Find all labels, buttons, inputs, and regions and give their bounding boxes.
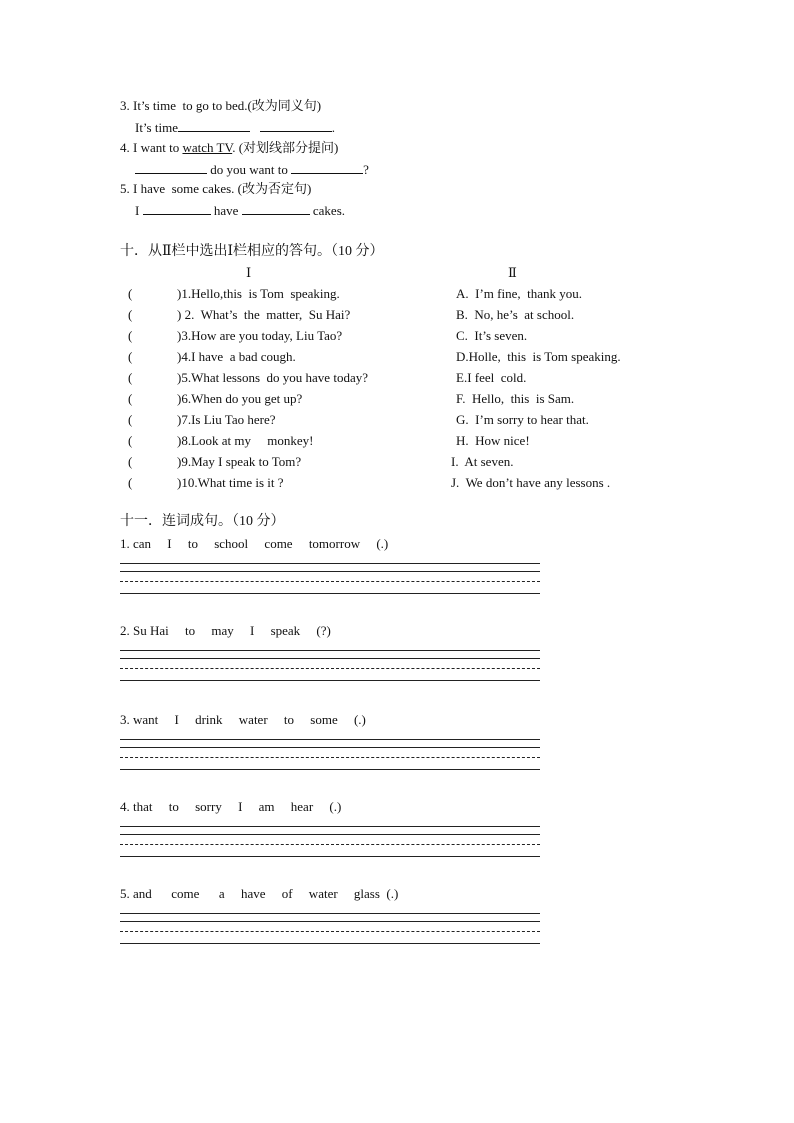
match-question: )3.How are you today, Liu Tao? bbox=[177, 328, 343, 343]
sentence-item-4: 4. that to sorry I am hear (.) bbox=[120, 799, 342, 814]
answer-4-end: ? bbox=[363, 162, 369, 177]
writing-line[interactable] bbox=[120, 943, 540, 944]
answer-5-end: cakes. bbox=[309, 203, 346, 218]
match-answer: I. At seven. bbox=[451, 454, 514, 469]
answer-3-suffix: . bbox=[331, 120, 335, 135]
column-2-header: Ⅱ bbox=[508, 265, 517, 280]
column-1-header: Ⅰ bbox=[246, 265, 252, 280]
question-4-underlined: watch TV bbox=[182, 140, 233, 155]
writing-line[interactable] bbox=[120, 747, 540, 748]
writing-line-dashed[interactable] bbox=[120, 844, 540, 845]
section-10-title: 十．从Ⅱ栏中选出Ⅰ栏相应的答句。（10 分） bbox=[120, 244, 384, 259]
writing-line[interactable] bbox=[120, 593, 540, 594]
writing-line[interactable] bbox=[120, 769, 540, 770]
answer-bracket[interactable]: ( bbox=[128, 412, 133, 427]
match-answer: F. Hello, this is Sam. bbox=[456, 391, 575, 406]
answer-bracket[interactable]: ( bbox=[128, 391, 133, 406]
match-answer: A. I’m fine, thank you. bbox=[456, 286, 583, 301]
question-5: 5. I have some cakes. (改为否定句) bbox=[120, 181, 312, 196]
blank-5b[interactable] bbox=[242, 202, 310, 215]
section-11-title: 十一．连词成句。（10 分） bbox=[120, 514, 285, 529]
match-question: )9.May I speak to Tom? bbox=[177, 454, 302, 469]
blank-4b[interactable] bbox=[291, 161, 363, 174]
match-answer: C. It’s seven. bbox=[456, 328, 528, 343]
answer-bracket[interactable]: ( bbox=[128, 370, 133, 385]
answer-bracket[interactable]: ( bbox=[128, 454, 133, 469]
blank-3a[interactable] bbox=[178, 119, 250, 132]
question-4-prefix: 4. I want to bbox=[120, 140, 183, 155]
answer-3-prefix: It’s time bbox=[135, 120, 178, 135]
match-question: )6.When do you get up? bbox=[177, 391, 303, 406]
blank-4a[interactable] bbox=[135, 161, 207, 174]
match-answer: J. We don’t have any lessons . bbox=[451, 475, 611, 490]
writing-line[interactable] bbox=[120, 826, 540, 827]
answer-5-mid: have bbox=[210, 203, 242, 218]
answer-bracket[interactable]: ( bbox=[128, 307, 133, 322]
match-question: )8.Look at my monkey! bbox=[177, 433, 314, 448]
answer-4-mid: do you want to bbox=[207, 162, 292, 177]
match-question: )7.Is Liu Tao here? bbox=[177, 412, 276, 427]
answer-bracket[interactable]: ( bbox=[128, 433, 133, 448]
blank-3b[interactable] bbox=[260, 119, 332, 132]
answer-line-3 bbox=[135, 119, 335, 136]
writing-line[interactable] bbox=[120, 650, 540, 651]
answer-bracket[interactable]: ( bbox=[128, 286, 133, 301]
match-answer: B. No, he’s at school. bbox=[456, 307, 575, 322]
match-question: )4.I have a bad cough. bbox=[177, 349, 296, 364]
writing-line[interactable] bbox=[120, 913, 540, 914]
answer-bracket[interactable]: ( bbox=[128, 475, 133, 490]
answer-line-4 bbox=[135, 161, 369, 178]
sentence-item-5: 5. and come a have of water glass (.) bbox=[120, 886, 399, 901]
writing-line-dashed[interactable] bbox=[120, 668, 540, 669]
answer-bracket[interactable]: ( bbox=[128, 328, 133, 343]
answer-5-start: I bbox=[135, 203, 143, 218]
match-answer: G. I’m sorry to hear that. bbox=[456, 412, 589, 427]
sentence-item-3: 3. want I drink water to some (.) bbox=[120, 712, 366, 727]
answer-bracket[interactable]: ( bbox=[128, 349, 133, 364]
writing-line[interactable] bbox=[120, 680, 540, 681]
writing-line-dashed[interactable] bbox=[120, 581, 540, 582]
question-4-suffix: . (对划线部分提问) bbox=[232, 140, 339, 155]
sentence-item-1: 1. can I to school come tomorrow (.) bbox=[120, 536, 389, 551]
writing-line[interactable] bbox=[120, 834, 540, 835]
writing-line-dashed[interactable] bbox=[120, 931, 540, 932]
writing-line[interactable] bbox=[120, 739, 540, 740]
writing-line[interactable] bbox=[120, 571, 540, 572]
writing-line[interactable] bbox=[120, 658, 540, 659]
match-answer: D.Holle, this is Tom speaking. bbox=[456, 349, 621, 364]
writing-line[interactable] bbox=[120, 856, 540, 857]
question-3: 3. It’s time to go to bed.(改为同义句) bbox=[120, 98, 322, 113]
answer-line-5 bbox=[135, 202, 345, 219]
writing-line[interactable] bbox=[120, 563, 540, 564]
match-answer: H. How nice! bbox=[456, 433, 530, 448]
writing-line-dashed[interactable] bbox=[120, 757, 540, 758]
match-question: )5.What lessons do you have today? bbox=[177, 370, 368, 385]
match-answer: E.I feel cold. bbox=[456, 370, 527, 385]
sentence-item-2: 2. Su Hai to may I speak (?) bbox=[120, 623, 331, 638]
match-question: )10.What time is it ? bbox=[177, 475, 284, 490]
question-4 bbox=[120, 140, 338, 156]
match-question: ) 2. What’s the matter, Su Hai? bbox=[177, 307, 351, 322]
blank-5a[interactable] bbox=[143, 202, 211, 215]
writing-line[interactable] bbox=[120, 921, 540, 922]
match-question: )1.Hello,this is Tom speaking. bbox=[177, 286, 340, 301]
